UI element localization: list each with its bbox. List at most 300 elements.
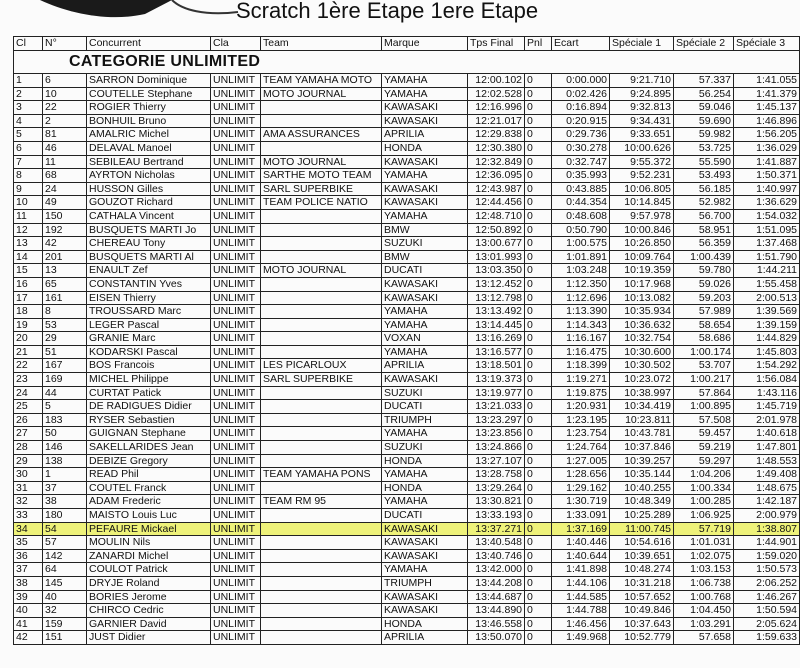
cell-brand: YAMAHA xyxy=(382,74,468,88)
column-header: Spéciale 2 xyxy=(674,37,734,51)
table-row xyxy=(14,291,800,305)
cell-rank: 35 xyxy=(14,536,43,550)
cell-brand: YAMAHA xyxy=(382,318,468,332)
cell-brand: YAMAHA xyxy=(382,169,468,183)
cell-bib-number: 180 xyxy=(43,509,87,523)
cell-special-3: 1:39.159 xyxy=(734,318,800,332)
cell-bib-number: 11 xyxy=(43,155,87,169)
cell-team: AMA ASSURANCES xyxy=(261,128,382,142)
cell-class: UNLIMIT xyxy=(211,604,261,618)
cell-final-time: 12:36.095 xyxy=(468,169,525,183)
cell-penalty: 0 xyxy=(525,373,552,387)
cell-class: UNLIMIT xyxy=(211,182,261,196)
cell-brand: DUCATI xyxy=(382,509,468,523)
cell-penalty: 0 xyxy=(525,536,552,550)
cell-gap: 1:19.875 xyxy=(552,386,610,400)
cell-brand: KAWASAKI xyxy=(382,277,468,291)
cell-brand: TRIUMPH xyxy=(382,576,468,590)
cell-special-1: 10:09.764 xyxy=(610,250,674,264)
cell-rider-name: MOULIN Nils xyxy=(87,536,211,550)
cell-bib-number: 6 xyxy=(43,74,87,88)
cell-rank: 38 xyxy=(14,576,43,590)
cell-final-time: 13:42.000 xyxy=(468,563,525,577)
cell-penalty: 0 xyxy=(525,563,552,577)
cell-team: TEAM YAMAHA MOTO xyxy=(261,74,382,88)
cell-class: UNLIMIT xyxy=(211,386,261,400)
cell-rank: 42 xyxy=(14,631,43,645)
cell-rank: 16 xyxy=(14,277,43,291)
cell-special-3: 1:46.267 xyxy=(734,590,800,604)
cell-rider-name: LEGER Pascal xyxy=(87,318,211,332)
cell-penalty: 0 xyxy=(525,128,552,142)
cell-class: UNLIMIT xyxy=(211,468,261,482)
cell-special-1: 10:06.805 xyxy=(610,182,674,196)
cell-final-time: 13:33.193 xyxy=(468,509,525,523)
table-row xyxy=(14,400,800,414)
cell-special-3: 1:38.807 xyxy=(734,522,800,536)
cell-gap: 1:30.719 xyxy=(552,495,610,509)
cell-penalty: 0 xyxy=(525,196,552,210)
cell-final-time: 12:16.996 xyxy=(468,101,525,115)
cell-class: UNLIMIT xyxy=(211,305,261,319)
cell-special-1: 10:37.643 xyxy=(610,617,674,631)
cell-gap: 0:43.885 xyxy=(552,182,610,196)
cell-bib-number: 183 xyxy=(43,413,87,427)
cell-class: UNLIMIT xyxy=(211,87,261,101)
cell-penalty: 0 xyxy=(525,549,552,563)
cell-rider-name: PEFAURE Mickael xyxy=(87,522,211,536)
cell-rider-name: CATHALA Vincent xyxy=(87,209,211,223)
cell-special-2: 59.780 xyxy=(674,264,734,278)
cell-special-2: 57.989 xyxy=(674,305,734,319)
cell-final-time: 13:21.033 xyxy=(468,400,525,414)
cell-special-1: 10:37.846 xyxy=(610,441,674,455)
page-title: Scratch 1ère Etape 1ere Etape xyxy=(236,0,539,23)
cell-final-time: 13:03.350 xyxy=(468,264,525,278)
table-row xyxy=(14,74,800,88)
cell-special-1: 10:36.632 xyxy=(610,318,674,332)
cell-final-time: 13:29.264 xyxy=(468,481,525,495)
cell-penalty: 0 xyxy=(525,468,552,482)
cell-special-3: 1:45.803 xyxy=(734,345,800,359)
cell-class: UNLIMIT xyxy=(211,495,261,509)
cell-class: UNLIMIT xyxy=(211,277,261,291)
cell-class: UNLIMIT xyxy=(211,74,261,88)
cell-class: UNLIMIT xyxy=(211,536,261,550)
cell-team xyxy=(261,318,382,332)
cell-brand: KAWASAKI xyxy=(382,549,468,563)
cell-special-3: 1:54.032 xyxy=(734,209,800,223)
cell-bib-number: 150 xyxy=(43,209,87,223)
cell-gap: 1:44.585 xyxy=(552,590,610,604)
cell-bib-number: 145 xyxy=(43,576,87,590)
cell-rider-name: GRANIE Marc xyxy=(87,332,211,346)
cell-bib-number: 167 xyxy=(43,359,87,373)
cell-special-3: 2:05.624 xyxy=(734,617,800,631)
cell-team: TEAM RM 95 xyxy=(261,495,382,509)
cell-team xyxy=(261,563,382,577)
cell-brand: KAWASAKI xyxy=(382,604,468,618)
cell-final-time: 12:50.892 xyxy=(468,223,525,237)
cell-rank: 31 xyxy=(14,481,43,495)
cell-special-2: 55.590 xyxy=(674,155,734,169)
table-row xyxy=(14,522,800,536)
cell-special-1: 10:17.968 xyxy=(610,277,674,291)
cell-final-time: 12:00.102 xyxy=(468,74,525,88)
cell-class: UNLIMIT xyxy=(211,509,261,523)
cell-team xyxy=(261,413,382,427)
cell-special-3: 1:36.029 xyxy=(734,141,800,155)
cell-gap: 1:37.169 xyxy=(552,522,610,536)
cell-gap: 1:28.656 xyxy=(552,468,610,482)
cell-special-2: 56.254 xyxy=(674,87,734,101)
cell-brand: YAMAHA xyxy=(382,563,468,577)
cell-brand: HONDA xyxy=(382,454,468,468)
cell-class: UNLIMIT xyxy=(211,441,261,455)
table-row xyxy=(14,549,800,563)
cell-special-3: 1:41.887 xyxy=(734,155,800,169)
cell-brand: KAWASAKI xyxy=(382,114,468,128)
cell-special-1: 10:48.349 xyxy=(610,495,674,509)
cell-team xyxy=(261,481,382,495)
column-header: N° xyxy=(43,37,87,51)
cell-team: MOTO JOURNAL xyxy=(261,264,382,278)
cell-special-1: 10:48.274 xyxy=(610,563,674,577)
cell-gap: 0:50.790 xyxy=(552,223,610,237)
cell-final-time: 12:43.987 xyxy=(468,182,525,196)
cell-special-2: 59.690 xyxy=(674,114,734,128)
cell-class: UNLIMIT xyxy=(211,373,261,387)
cell-gap: 1:29.162 xyxy=(552,481,610,495)
cell-team xyxy=(261,291,382,305)
cell-final-time: 13:23.297 xyxy=(468,413,525,427)
cell-rank: 34 xyxy=(14,522,43,536)
cell-bib-number: 32 xyxy=(43,604,87,618)
cell-special-2: 59.457 xyxy=(674,427,734,441)
cell-special-1: 10:23.072 xyxy=(610,373,674,387)
cell-special-3: 1:48.675 xyxy=(734,481,800,495)
cell-bib-number: 151 xyxy=(43,631,87,645)
column-header: Marque xyxy=(382,37,468,51)
cell-final-time: 12:44.456 xyxy=(468,196,525,210)
table-row xyxy=(14,87,800,101)
cell-class: UNLIMIT xyxy=(211,454,261,468)
cell-penalty: 0 xyxy=(525,223,552,237)
cell-special-3: 2:00.979 xyxy=(734,509,800,523)
cell-gap: 1:14.343 xyxy=(552,318,610,332)
table-row xyxy=(14,631,800,645)
cell-gap: 1:16.475 xyxy=(552,345,610,359)
cell-final-time: 13:23.856 xyxy=(468,427,525,441)
cell-special-3: 1:40.618 xyxy=(734,427,800,441)
cell-special-2: 1:00.439 xyxy=(674,250,734,264)
cell-gap: 1:00.575 xyxy=(552,237,610,251)
table-row xyxy=(14,617,800,631)
cell-special-3: 2:01.978 xyxy=(734,413,800,427)
cell-special-2: 1:03.291 xyxy=(674,617,734,631)
cell-brand: SUZUKI xyxy=(382,441,468,455)
cell-bib-number: 10 xyxy=(43,87,87,101)
cell-gap: 1:12.350 xyxy=(552,277,610,291)
cell-rider-name: DELAVAL Manoel xyxy=(87,141,211,155)
cell-final-time: 13:44.687 xyxy=(468,590,525,604)
cell-team xyxy=(261,114,382,128)
cell-special-1: 10:32.754 xyxy=(610,332,674,346)
cell-special-3: 1:42.187 xyxy=(734,495,800,509)
cell-class: UNLIMIT xyxy=(211,427,261,441)
cell-special-2: 1:04.450 xyxy=(674,604,734,618)
cell-final-time: 13:50.070 xyxy=(468,631,525,645)
cell-rank: 20 xyxy=(14,332,43,346)
cell-bib-number: 159 xyxy=(43,617,87,631)
table-row xyxy=(14,427,800,441)
cell-rider-name: SAKELLARIDES Jean xyxy=(87,441,211,455)
cell-bib-number: 65 xyxy=(43,277,87,291)
cell-team xyxy=(261,576,382,590)
cell-class: UNLIMIT xyxy=(211,563,261,577)
cell-final-time: 12:02.528 xyxy=(468,87,525,101)
cell-penalty: 0 xyxy=(525,250,552,264)
cell-rank: 41 xyxy=(14,617,43,631)
cell-rider-name: DEBIZE Gregory xyxy=(87,454,211,468)
cell-bib-number: 40 xyxy=(43,590,87,604)
cell-brand: KAWASAKI xyxy=(382,101,468,115)
cell-team xyxy=(261,141,382,155)
cell-special-3: 1:45.137 xyxy=(734,101,800,115)
cell-rank: 33 xyxy=(14,509,43,523)
cell-special-2: 1:01.031 xyxy=(674,536,734,550)
cell-bib-number: 2 xyxy=(43,114,87,128)
cell-rider-name: EISEN Thierry xyxy=(87,291,211,305)
cell-team xyxy=(261,101,382,115)
cell-rank: 11 xyxy=(14,209,43,223)
table-row xyxy=(14,590,800,604)
cell-bib-number: 161 xyxy=(43,291,87,305)
cell-brand: SUZUKI xyxy=(382,386,468,400)
cell-penalty: 0 xyxy=(525,359,552,373)
cell-rank: 4 xyxy=(14,114,43,128)
cell-team xyxy=(261,441,382,455)
cell-special-3: 1:59.633 xyxy=(734,631,800,645)
cell-special-1: 10:54.616 xyxy=(610,536,674,550)
cell-rank: 27 xyxy=(14,427,43,441)
cell-rank: 1 xyxy=(14,74,43,88)
cell-special-2: 1:06.925 xyxy=(674,509,734,523)
cell-rank: 18 xyxy=(14,305,43,319)
header-row xyxy=(14,37,800,51)
cell-penalty: 0 xyxy=(525,522,552,536)
column-header: Cla xyxy=(211,37,261,51)
cell-team xyxy=(261,604,382,618)
cell-bib-number: 24 xyxy=(43,182,87,196)
cell-special-1: 10:31.218 xyxy=(610,576,674,590)
cell-special-1: 10:23.811 xyxy=(610,413,674,427)
cell-team xyxy=(261,386,382,400)
cell-special-2: 57.337 xyxy=(674,74,734,88)
cell-brand: KAWASAKI xyxy=(382,155,468,169)
cell-rider-name: SEBILEAU Bertrand xyxy=(87,155,211,169)
cell-gap: 1:46.456 xyxy=(552,617,610,631)
cell-team xyxy=(261,332,382,346)
cell-rider-name: BONHUIL Bruno xyxy=(87,114,211,128)
cell-rider-name: GARNIER David xyxy=(87,617,211,631)
cell-special-3: 1:41.055 xyxy=(734,74,800,88)
cell-gap: 1:01.891 xyxy=(552,250,610,264)
cell-team: LES PICARLOUX xyxy=(261,359,382,373)
cell-final-time: 13:18.501 xyxy=(468,359,525,373)
cell-gap: 1:18.399 xyxy=(552,359,610,373)
cell-gap: 1:23.195 xyxy=(552,413,610,427)
cell-special-2: 59.982 xyxy=(674,128,734,142)
cell-class: UNLIMIT xyxy=(211,590,261,604)
cell-special-3: 1:45.719 xyxy=(734,400,800,414)
cell-brand: KAWASAKI xyxy=(382,590,468,604)
cell-penalty: 0 xyxy=(525,495,552,509)
cell-team: TEAM YAMAHA PONS xyxy=(261,468,382,482)
cell-final-time: 13:30.821 xyxy=(468,495,525,509)
table-row xyxy=(14,196,800,210)
cell-special-1: 10:34.419 xyxy=(610,400,674,414)
cell-rider-name: READ Phil xyxy=(87,468,211,482)
cell-bib-number: 138 xyxy=(43,454,87,468)
cell-penalty: 0 xyxy=(525,237,552,251)
cell-gap: 0:35.993 xyxy=(552,169,610,183)
cell-rank: 40 xyxy=(14,604,43,618)
cell-class: UNLIMIT xyxy=(211,631,261,645)
cell-rider-name: RYSER Sebastien xyxy=(87,413,211,427)
cell-bib-number: 146 xyxy=(43,441,87,455)
column-header: Team xyxy=(261,37,382,51)
cell-special-2: 57.719 xyxy=(674,522,734,536)
cell-team: MOTO JOURNAL xyxy=(261,155,382,169)
cell-penalty: 0 xyxy=(525,576,552,590)
cell-gap: 0:16.894 xyxy=(552,101,610,115)
cell-special-2: 1:00.217 xyxy=(674,373,734,387)
cell-bib-number: 42 xyxy=(43,237,87,251)
cell-rank: 32 xyxy=(14,495,43,509)
cell-penalty: 0 xyxy=(525,169,552,183)
cell-special-2: 59.046 xyxy=(674,101,734,115)
cell-rank: 3 xyxy=(14,101,43,115)
cell-rider-name: BUSQUETS MARTI Jo xyxy=(87,223,211,237)
cell-class: UNLIMIT xyxy=(211,332,261,346)
cell-bib-number: 29 xyxy=(43,332,87,346)
cell-special-2: 57.508 xyxy=(674,413,734,427)
cell-special-1: 10:40.255 xyxy=(610,481,674,495)
cell-rank: 37 xyxy=(14,563,43,577)
table-row xyxy=(14,373,800,387)
cell-special-1: 10:19.359 xyxy=(610,264,674,278)
cell-brand: BMW xyxy=(382,223,468,237)
table-row xyxy=(14,509,800,523)
cell-team xyxy=(261,237,382,251)
cell-brand: HONDA xyxy=(382,141,468,155)
cell-special-1: 10:25.289 xyxy=(610,509,674,523)
column-header: Concurrent xyxy=(87,37,211,51)
cell-penalty: 0 xyxy=(525,264,552,278)
cell-class: UNLIMIT xyxy=(211,209,261,223)
cell-special-2: 1:06.738 xyxy=(674,576,734,590)
cell-brand: DUCATI xyxy=(382,400,468,414)
cell-gap: 0:02.426 xyxy=(552,87,610,101)
cell-final-time: 13:44.890 xyxy=(468,604,525,618)
cell-penalty: 0 xyxy=(525,141,552,155)
cell-rider-name: CURTAT Patick xyxy=(87,386,211,400)
cell-rank: 8 xyxy=(14,169,43,183)
table-row xyxy=(14,101,800,115)
cell-brand: KAWASAKI xyxy=(382,182,468,196)
cell-final-time: 13:46.558 xyxy=(468,617,525,631)
cell-special-2: 57.658 xyxy=(674,631,734,645)
cell-special-1: 10:00.626 xyxy=(610,141,674,155)
cell-rider-name: COUTEL Franck xyxy=(87,481,211,495)
cell-final-time: 13:24.866 xyxy=(468,441,525,455)
cell-rider-name: JUST Didier xyxy=(87,631,211,645)
cell-special-2: 1:00.895 xyxy=(674,400,734,414)
cell-rank: 25 xyxy=(14,400,43,414)
cell-special-2: 59.219 xyxy=(674,441,734,455)
cell-rank: 17 xyxy=(14,291,43,305)
cell-class: UNLIMIT xyxy=(211,576,261,590)
cell-gap: 1:33.091 xyxy=(552,509,610,523)
cell-rank: 10 xyxy=(14,196,43,210)
table-row xyxy=(14,413,800,427)
cell-special-2: 58.654 xyxy=(674,318,734,332)
cell-penalty: 0 xyxy=(525,481,552,495)
cell-class: UNLIMIT xyxy=(211,413,261,427)
cell-brand: YAMAHA xyxy=(382,468,468,482)
column-header: Ecart xyxy=(552,37,610,51)
cell-penalty: 0 xyxy=(525,209,552,223)
cell-special-3: 1:51.095 xyxy=(734,223,800,237)
category-row xyxy=(14,51,800,74)
cell-team xyxy=(261,400,382,414)
table-row xyxy=(14,209,800,223)
cell-special-2: 57.864 xyxy=(674,386,734,400)
cell-special-1: 10:39.257 xyxy=(610,454,674,468)
cell-rider-name: GOUZOT Richard xyxy=(87,196,211,210)
cell-gap: 1:40.644 xyxy=(552,549,610,563)
cell-penalty: 0 xyxy=(525,441,552,455)
cell-bib-number: 50 xyxy=(43,427,87,441)
cell-special-3: 1:41.379 xyxy=(734,87,800,101)
cell-rider-name: DRYJE Roland xyxy=(87,576,211,590)
cell-rank: 2 xyxy=(14,87,43,101)
cell-special-1: 9:32.813 xyxy=(610,101,674,115)
cell-class: UNLIMIT xyxy=(211,617,261,631)
cell-rider-name: ROGIER Thierry xyxy=(87,101,211,115)
cell-bib-number: 1 xyxy=(43,468,87,482)
cell-bib-number: 53 xyxy=(43,318,87,332)
cell-rank: 12 xyxy=(14,223,43,237)
cell-rank: 30 xyxy=(14,468,43,482)
cell-team xyxy=(261,223,382,237)
cell-final-time: 12:48.710 xyxy=(468,209,525,223)
cell-class: UNLIMIT xyxy=(211,114,261,128)
cell-special-1: 10:57.652 xyxy=(610,590,674,604)
cell-special-1: 9:52.231 xyxy=(610,169,674,183)
table-row xyxy=(14,468,800,482)
cell-special-2: 1:00.174 xyxy=(674,345,734,359)
cell-special-1: 10:13.082 xyxy=(610,291,674,305)
cell-rider-name: HUSSON Gilles xyxy=(87,182,211,196)
cell-special-3: 1:55.458 xyxy=(734,277,800,291)
cell-special-2: 1:00.334 xyxy=(674,481,734,495)
cell-rider-name: CHIRCO Cedric xyxy=(87,604,211,618)
cell-rank: 6 xyxy=(14,141,43,155)
cell-special-3: 1:51.790 xyxy=(734,250,800,264)
cell-bib-number: 201 xyxy=(43,250,87,264)
